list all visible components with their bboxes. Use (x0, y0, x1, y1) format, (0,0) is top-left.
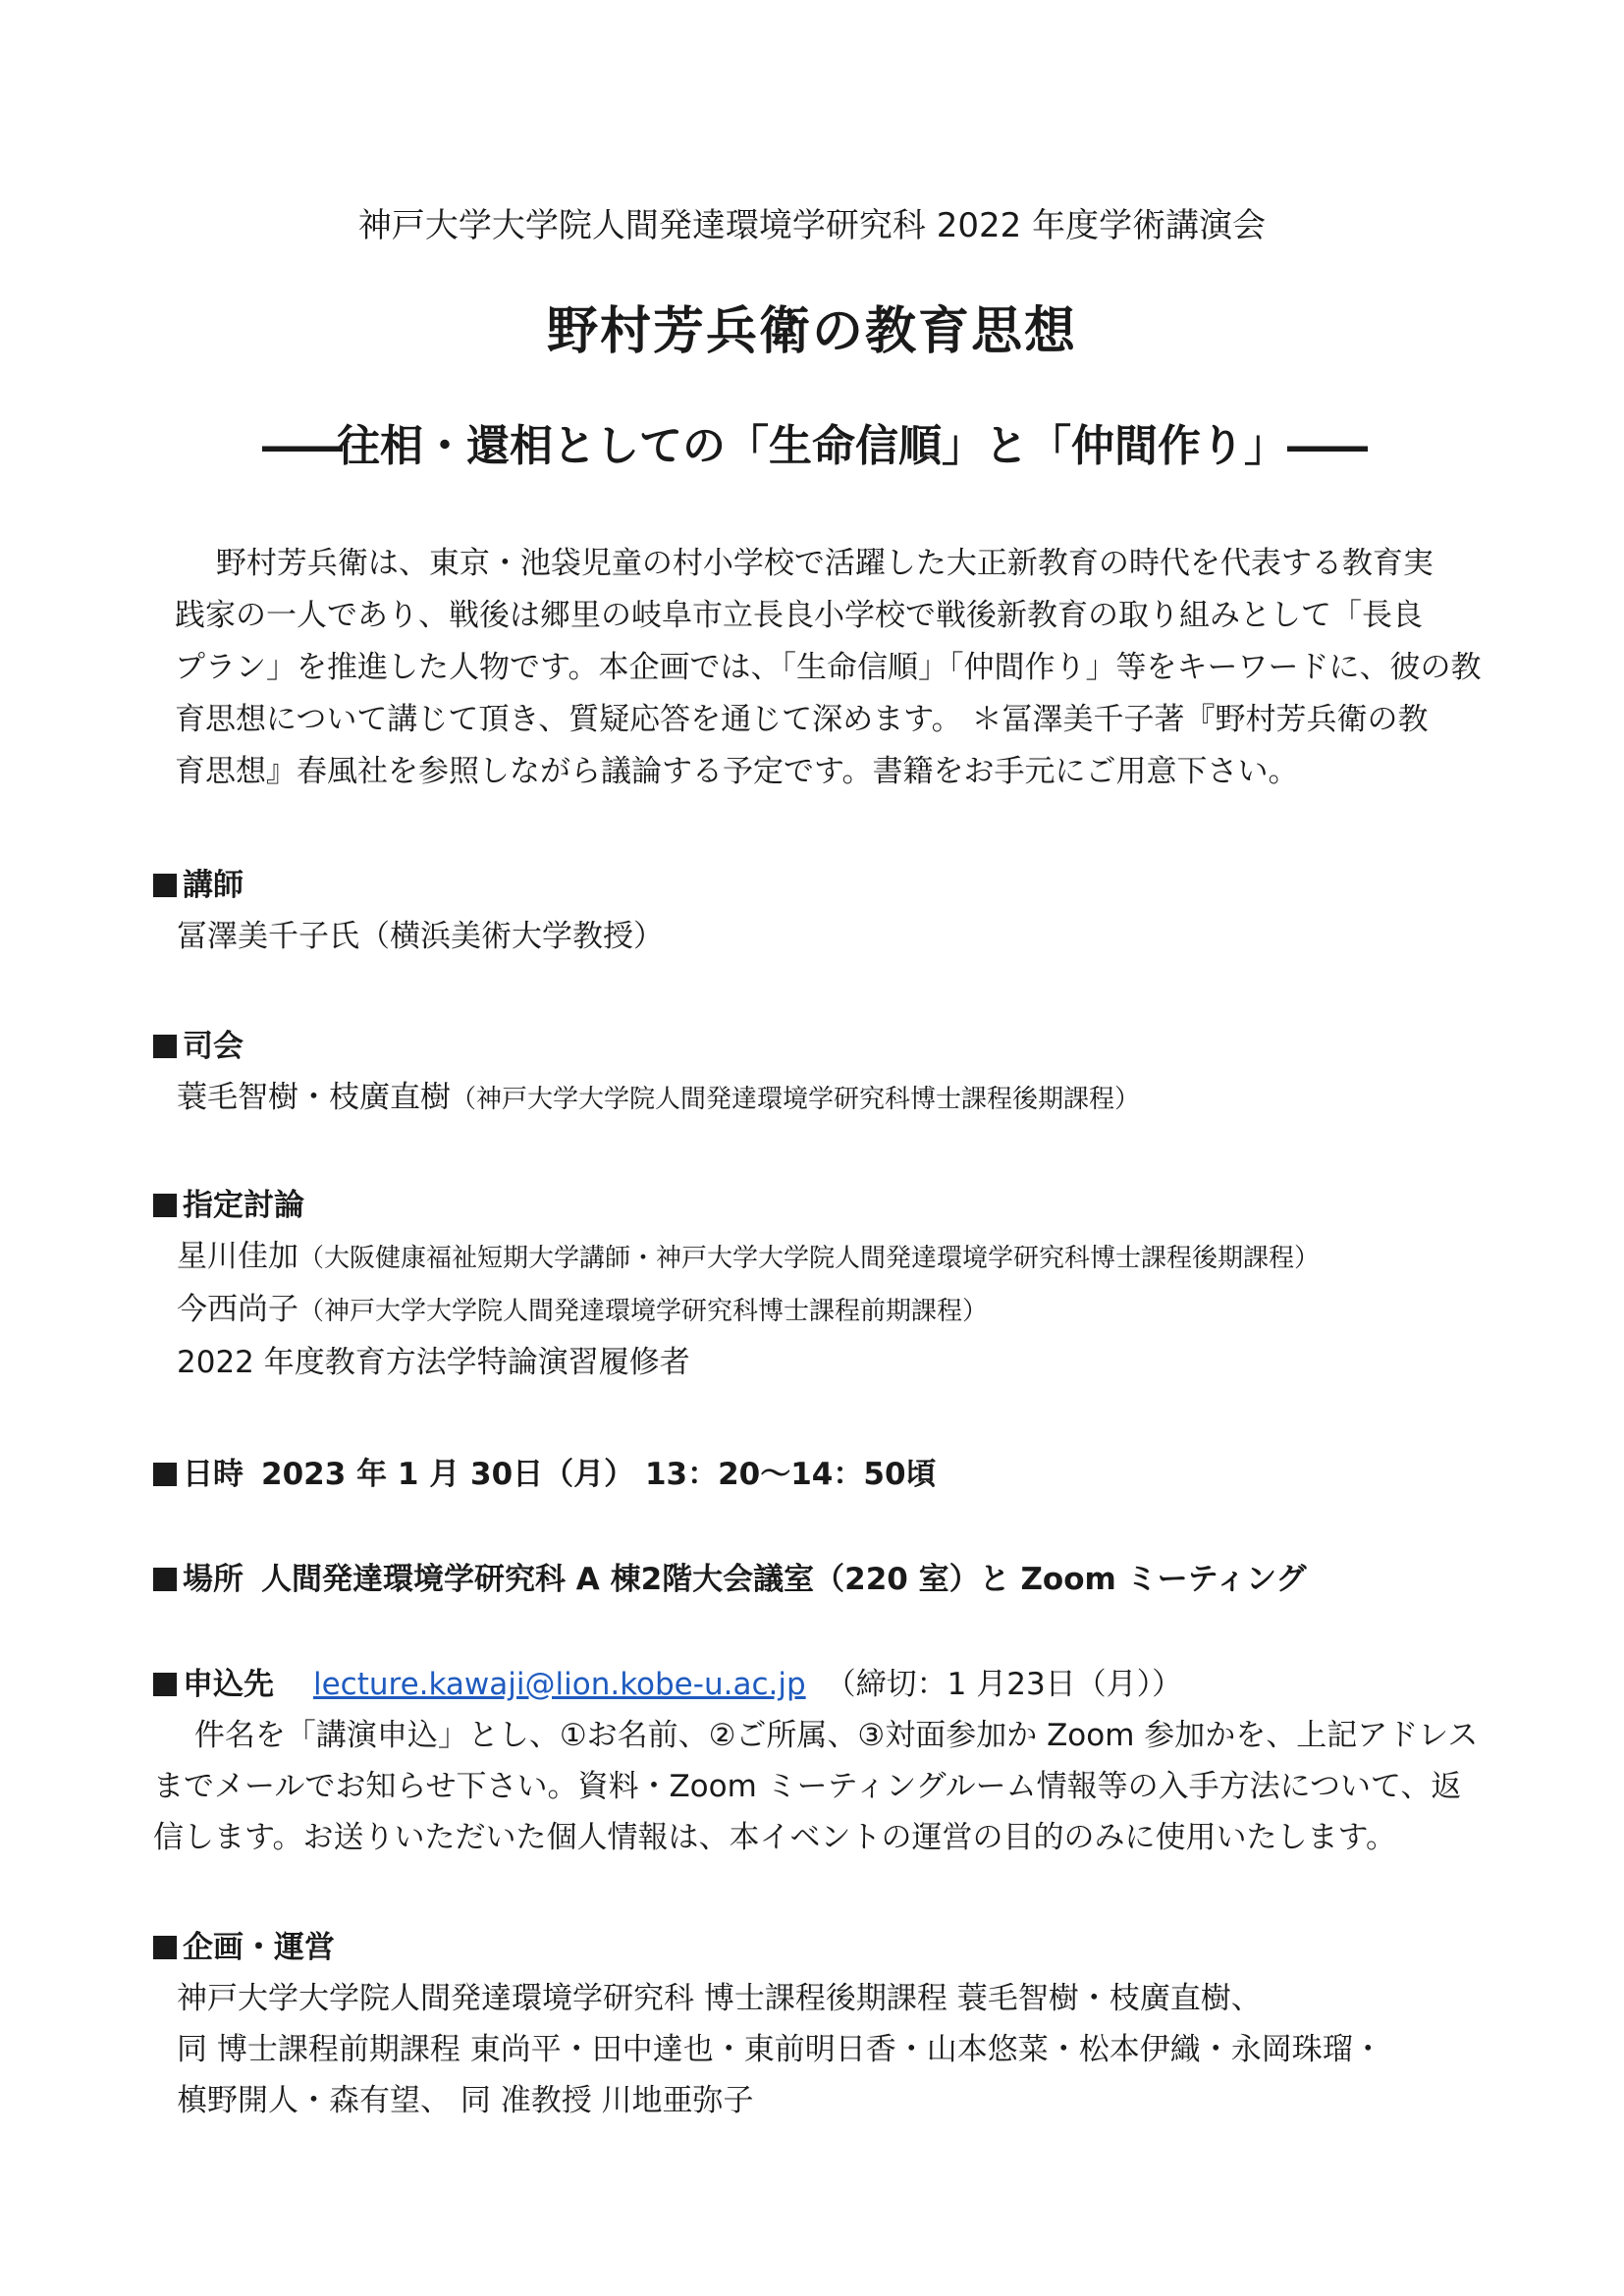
square-bullet-icon (153, 1194, 177, 1217)
venue-value: 人間発達環境学研究科 A 棟2階大会議室（220 室）と Zoom ミーティング (261, 1562, 1307, 1597)
organizers-line: 槙野開人・森有望、 同 准教授 川地亜弥子 (177, 2083, 754, 2118)
apply-heading: 申込先 (183, 1667, 274, 1702)
discussant-affiliation: （神戸大学大学院人間発達環境学研究科博士課程前期課程） (298, 1297, 989, 1326)
event-subtitle (0, 410, 1624, 473)
section-apply (153, 1659, 1489, 1863)
intro-line: プラン」を推進した人物です。本企画では、「生命信順」「仲間作り」等をキーワードに、彼の教 (175, 650, 1482, 685)
intro-line: 践家の一人であり、戦後は郷里の岐阜市立長良小学校で戦後新教育の取り組みとして「長良 (175, 598, 1423, 633)
apply-line: までメールでお知らせ下さい。資料・Zoom ミーティングルーム情報等の入手方法について、返 (153, 1769, 1462, 1804)
organizers-line: 神戸大学大学院人間発達環境学研究科 博士課程後期課程 蓑毛智樹・枝廣直樹、 (177, 1981, 1262, 2016)
intro-line: 野村芳兵衛は、東京・池袋児童の村小学校で活躍した大正新教育の時代を代表する教育実 (215, 546, 1434, 581)
square-bullet-icon (153, 1568, 177, 1591)
discussants-extra: 2022 年度教育方法学特論演習履修者 (177, 1345, 690, 1380)
datetime-heading: 日時 (183, 1457, 244, 1492)
discussant-name: 星川佳加 (177, 1239, 298, 1274)
section-discussants (153, 1180, 1489, 1388)
intro-line: 育思想について講じて頂き、質疑応答を通じて深めます。 ＊冨澤美千子著『野村芳兵衛の教 (175, 702, 1429, 737)
discussant-item (153, 1284, 1489, 1337)
square-bullet-icon (153, 874, 177, 897)
organizers-heading: 企画・運営 (183, 1930, 335, 1965)
square-bullet-icon (153, 1463, 177, 1486)
subtitle-dash-left: ―― (262, 421, 337, 471)
subtitle-dash-right: ―― (1287, 421, 1362, 471)
intro-line: 育思想』春風社を参照しながら議論する予定です。書籍をお手元にご用意下さい。 (175, 754, 1299, 789)
organizers-line: 同 博士課程前期課程 東尚平・田中達也・東前明日香・山本悠菜・松本伊織・永岡珠瑠・ (177, 2032, 1383, 2067)
section-lecturer (153, 860, 1489, 962)
moderator-affiliation: （神戸大学大学院人間発達環境学研究科博士課程後期課程） (451, 1085, 1141, 1114)
venue-heading: 場所 (183, 1562, 244, 1597)
apply-email-link[interactable]: lecture.kawaji@lion.kobe-u.ac.jp (313, 1667, 806, 1702)
lecturer-heading: 講師 (183, 868, 244, 903)
discussant-name: 今西尚子 (177, 1292, 298, 1327)
lecturer-name: 冨澤美千子氏（横浜美術大学教授） (177, 919, 664, 954)
square-bullet-icon (153, 1673, 177, 1696)
apply-line: 信します。お送りいただいた個人情報は、本イベントの運営の目的のみに使用いたします。 (153, 1820, 1397, 1855)
moderator-names: 蓑毛智樹・枝廣直樹 (177, 1080, 451, 1115)
discussant-affiliation: （大阪健康福祉短期大学講師・神戸大学大学院人間発達環境学研究科博士課程後期課程） (298, 1244, 1321, 1273)
section-datetime (153, 1449, 1489, 1500)
square-bullet-icon (153, 1936, 177, 1959)
event-pretitle: 神戸大学大学院人間発達環境学研究科 2022 年度学術講演会 (357, 206, 1267, 245)
discussants-heading: 指定討論 (183, 1188, 304, 1223)
section-moderator (153, 1021, 1489, 1125)
section-venue (153, 1554, 1489, 1605)
discussant-item (153, 1231, 1489, 1284)
subtitle-text: 往相・還相としての「生命信順」と「仲間作り」 (337, 421, 1287, 471)
datetime-value: 2023 年 1 月 30日（月） 13：20～14：50頃 (261, 1457, 937, 1492)
moderator-heading: 司会 (183, 1029, 244, 1064)
section-organizers (153, 1922, 1489, 2126)
apply-line: 件名を「講演申込」とし、①お名前、②ご所属、③対面参加か Zoom 参加かを、上記アドレス (193, 1718, 1479, 1753)
intro-paragraph (175, 538, 1482, 798)
event-title: 野村芳兵衛の教育思想 (546, 302, 1077, 361)
apply-deadline: （締切：1 月23日（月）） (825, 1667, 1183, 1702)
square-bullet-icon (153, 1035, 177, 1058)
